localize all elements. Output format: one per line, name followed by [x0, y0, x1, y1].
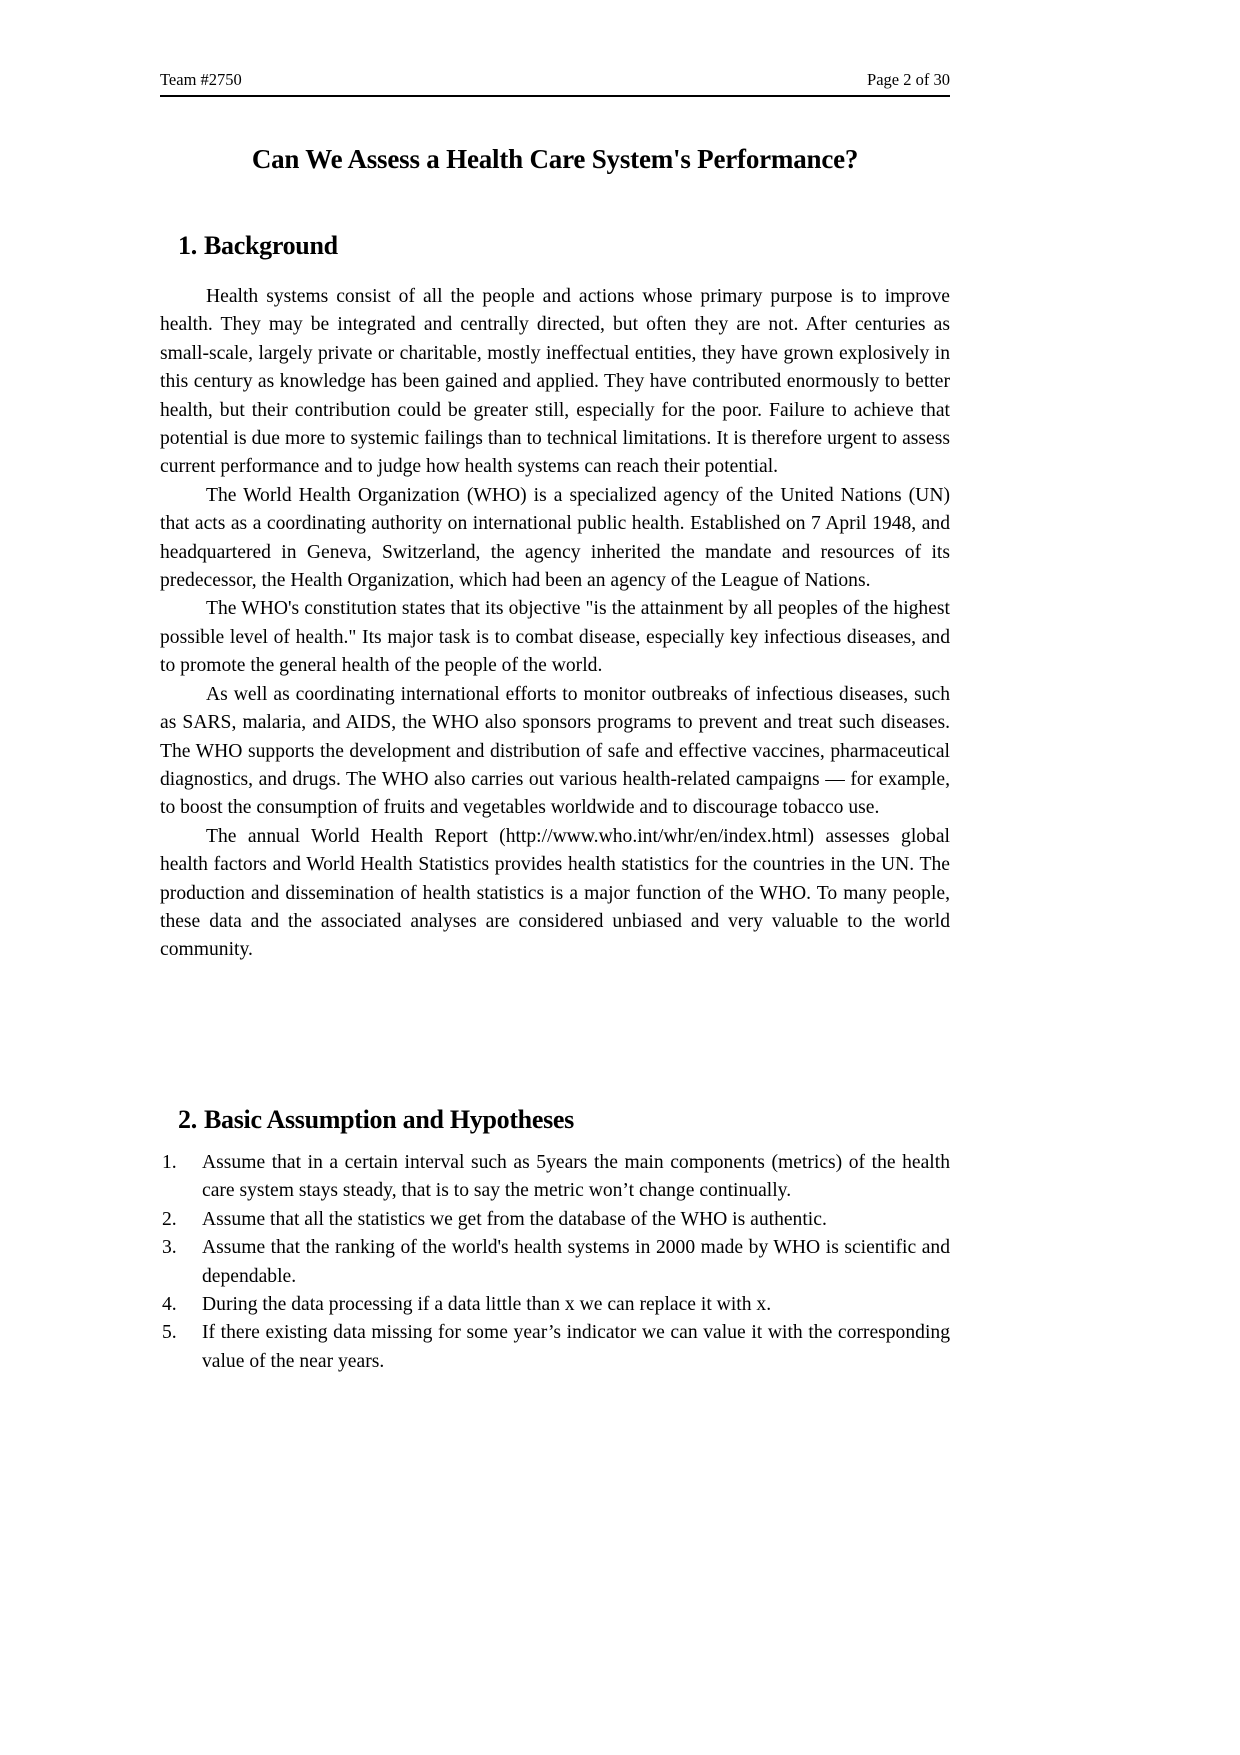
- paragraph: The annual World Health Report (http://www.who.int/whr/en/index.html) assesses global health factors and World Health Statistics provides health statistics for the countries in the UN. The production and dissemination of health statistics is a major function of the WHO. To many people, these data and the associated analyses are considered unbiased and very valuable to the world community.: [160, 825, 950, 961]
- paragraph: As well as coordinating international efforts to monitor outbreaks of infectious diseases, such as SARS, malaria, and AIDS, the WHO also sponsors programs to prevent and treat such diseases. The WHO supports the development and distribution of safe and effective vaccines, pharmaceutical diagnostics, and drugs. The WHO also carries out various health-related campaigns — for example, to boost the consumption of fruits and vegetables worldwide and to discourage tobacco use.: [160, 683, 950, 819]
- page-running-header: [160, 70, 950, 97]
- section-number-1: 1.: [178, 231, 197, 260]
- section-heading-background: [178, 230, 338, 263]
- section-heading-basic-assumption: [178, 1104, 574, 1137]
- assumptions-body: [160, 1149, 950, 1376]
- list-item: Assume that all the statistics we get from the database of the WHO is authentic.: [202, 1208, 827, 1230]
- background-body: [160, 283, 950, 965]
- paragraph: The WHO's constitution states that its objective "is the attainment by all peoples of the highest possible level of health." Its major task is to combat disease, especially key infectious diseases, and to promote the general health of the people of the world.: [160, 598, 950, 677]
- list-item: If there existing data missing for some year’s indicator we can value it with the corresponding value of the near years.: [202, 1322, 950, 1372]
- paragraph: The World Health Organization (WHO) is a specialized agency of the United Nations (UN) that acts as a coordinating authority on international public health. Established on 7 April 1948, and headquartered in Geneva, Switzerland, the agency inherited the mandate and resources of its predecessor, the Health Organization, which had been an agency of the League of Nations.: [160, 484, 950, 592]
- section-number-2: 2.: [178, 1105, 197, 1134]
- header-row: [160, 70, 950, 94]
- list-item: During the data processing if a data little than x we can replace it with x.: [202, 1294, 772, 1316]
- section-title-1: Background: [204, 231, 338, 260]
- header-divider-rule: [160, 95, 950, 97]
- header-page-label: Page 2 of 30: [867, 70, 950, 89]
- section-title-2: Basic Assumption and Hypotheses: [204, 1105, 574, 1134]
- list-item: Assume that in a certain interval such as 5years the main components (metrics) of the health care system stays steady, that is to say the metric won’t change continually.: [202, 1152, 950, 1202]
- paragraph: Health systems consist of all the people and actions whose primary purpose is to improve health. They may be integrated and centrally directed, but often they are not. After centuries as small-scale, largely private or charitable, mostly ineffectual entities, they have grown explosively in this century as knowledge has been gained and applied. They have contributed enormously to better health, but their contribution could be greater still, especially for the poor. Failure to achieve that potential is due more to systemic failings than to technical limitations. It is therefore urgent to assess current performance and to judge how health systems can reach their potential.: [160, 286, 950, 478]
- assumptions-list: [160, 1149, 950, 1376]
- header-team-label: Team #2750: [160, 70, 242, 89]
- document-title: Can We Assess a Health Care System's Performance?: [251, 144, 859, 174]
- list-item: Assume that the ranking of the world's health systems in 2000 made by WHO is scientific and dependable.: [202, 1237, 950, 1287]
